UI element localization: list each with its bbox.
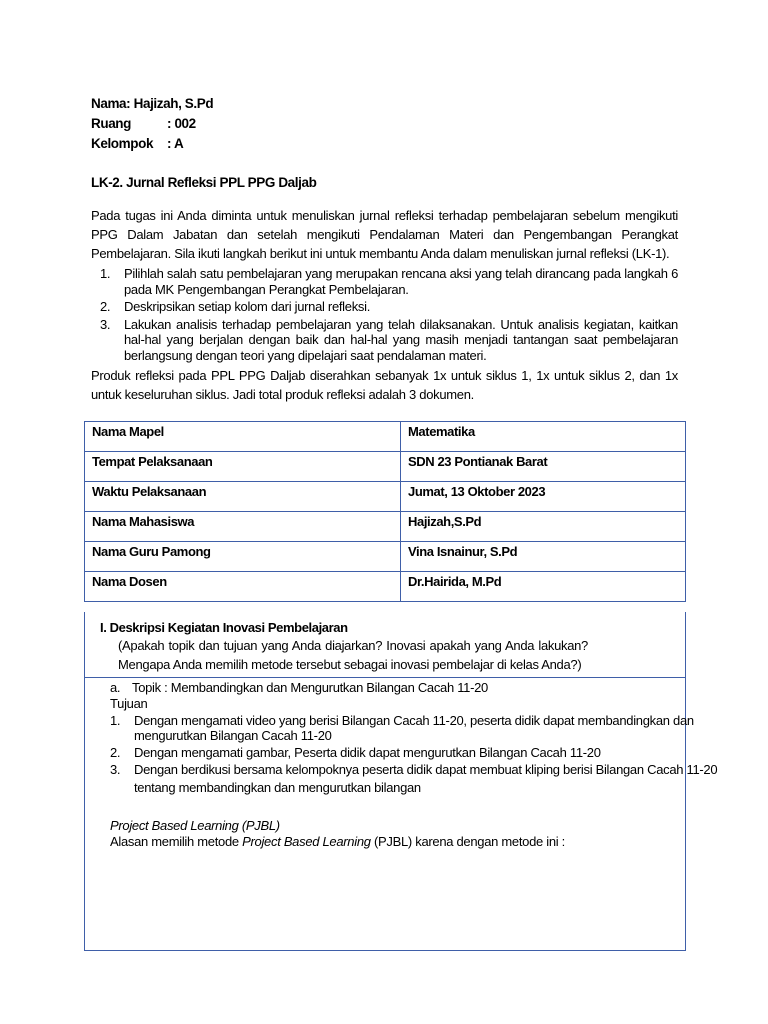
step-text: Deskripsikan setiap kolom dari jurnal refleksi.	[124, 299, 371, 314]
row-label: Nama Guru Pamong	[85, 542, 401, 572]
steps-list	[100, 266, 678, 365]
ruang-label: Ruang	[91, 116, 131, 131]
tujuan-text: Dengan mengamati video yang berisi Bilangan Cacah 11-20, peserta didik dapat membandingkan dan	[134, 713, 694, 728]
alasan-line	[110, 834, 565, 849]
table-row	[85, 422, 686, 452]
ruang-value: : 002	[167, 116, 196, 131]
header-kelompok	[91, 136, 183, 151]
tujuan-number: 2.	[110, 745, 121, 760]
produk-paragraph: Produk refleksi pada PPL PPG Daljab diserahkan sebanyak 1x untuk siklus 1, 1x untuk siklus 2, dan 1x untuk keseluruhan siklus. Jadi total produk refleksi adalah 3 dokumen.	[91, 368, 678, 402]
tujuan-number: 3.	[110, 762, 121, 777]
intro-paragraph: Pada tugas ini Anda diminta untuk menuliskan jurnal refleksi terhadap pembelajaran sebelum mengikuti PPG Dalam Jabatan dan setelah mengikuti Pendalaman Materi dan Pengembangan Perangkat Pembelajaran. Sila ikuti langkah berikut ini untuk membantu Anda dalam menuliskan jurnal refleksi (LK-1).	[91, 208, 678, 261]
table-row	[85, 482, 686, 512]
tujuan-text-cont: mengurutkan Bilangan Cacah 11-20	[134, 728, 332, 743]
table-row	[85, 452, 686, 482]
step-number: 2.	[100, 299, 111, 314]
alasan-pre: Alasan memilih metode	[110, 834, 243, 849]
row-label: Tempat Pelaksanaan	[85, 452, 401, 482]
tujuan-item	[110, 762, 717, 777]
row-label: Nama Mahasiswa	[85, 512, 401, 542]
topik-text: Topik : Membandingkan dan Mengurutkan Bilangan Cacah 11-20	[132, 680, 488, 695]
row-label: Nama Dosen	[85, 572, 401, 602]
tujuan-label: Tujuan	[110, 696, 148, 711]
tujuan-text: Dengan mengamati gambar, Peserta didik dapat mengurutkan Bilangan Cacah 11-20	[134, 745, 601, 760]
row-value: SDN 23 Pontianak Barat	[401, 452, 686, 482]
row-value: Dr.Hairida, M.Pd	[401, 572, 686, 602]
step-item	[100, 266, 678, 297]
alasan-post: (PJBL) karena dengan metode ini :	[370, 834, 565, 849]
tujuan-item	[110, 713, 694, 728]
tujuan-text-cont: tentang membandingkan dan mengurutkan bilangan	[134, 780, 421, 795]
table-row	[85, 512, 686, 542]
step-number: 1.	[100, 266, 111, 281]
step-item	[100, 299, 678, 315]
row-value: Hajizah,S.Pd	[401, 512, 686, 542]
row-value: Jumat, 13 Oktober 2023	[401, 482, 686, 512]
step-text: Lakukan analisis terhadap pembelajaran yang telah dilaksanakan. Untuk analisis kegiatan, kaitkan hal-hal yang berjalan dengan baik dan hal-hal yang masih menjadi tantangan saat pembelajaran berlangsung dengan teori yang dipelajari saat pendalaman materi.	[124, 316, 678, 363]
step-number: 3.	[100, 316, 111, 332]
section1-title: I. Deskripsi Kegiatan Inovasi Pembelajaran	[100, 620, 348, 635]
alasan-ital: Project Based Learning	[242, 834, 371, 849]
topik-line	[110, 680, 488, 695]
step-item	[100, 317, 678, 364]
row-label: Nama Mapel	[85, 422, 401, 452]
header-ruang	[91, 116, 196, 131]
info-table	[84, 421, 686, 602]
header-nama	[91, 96, 213, 111]
kelompok-label: Kelompok	[91, 136, 154, 151]
table-row	[85, 542, 686, 572]
model-title: Project Based Learning (PJBL)	[110, 818, 280, 833]
nama-label: Nama	[91, 96, 127, 111]
tujuan-number: 1.	[110, 713, 121, 728]
row-value: Matematika	[401, 422, 686, 452]
step-text: Pilihlah salah satu pembelajaran yang merupakan rencana aksi yang telah dirancang pada langkah 6 pada MK Pengembangan Perangkat Pembelajaran.	[124, 266, 678, 297]
topik-marker: a.	[110, 680, 121, 695]
tujuan-text: Dengan berdikusi bersama kelompoknya peserta didik dapat membuat kliping berisi Bilangan Cacah 11-20	[134, 762, 718, 777]
table-row	[85, 572, 686, 602]
section1-question: (Apakah topik dan tujuan yang Anda diajarkan? Inovasi apakah yang Anda lakukan? Mengapa Anda memilih metode tersebut sebagai inovasi pembelajar di kelas Anda?)	[118, 638, 588, 672]
document-title: LK-2. Jurnal Refleksi PPL PPG Daljab	[91, 175, 317, 190]
row-label: Waktu Pelaksanaan	[85, 482, 401, 512]
kelompok-value: : A	[167, 136, 184, 151]
row-value: Vina Isnainur, S.Pd	[401, 542, 686, 572]
nama-value: : Hajizah, S.Pd	[126, 96, 214, 111]
tujuan-item	[110, 745, 601, 760]
